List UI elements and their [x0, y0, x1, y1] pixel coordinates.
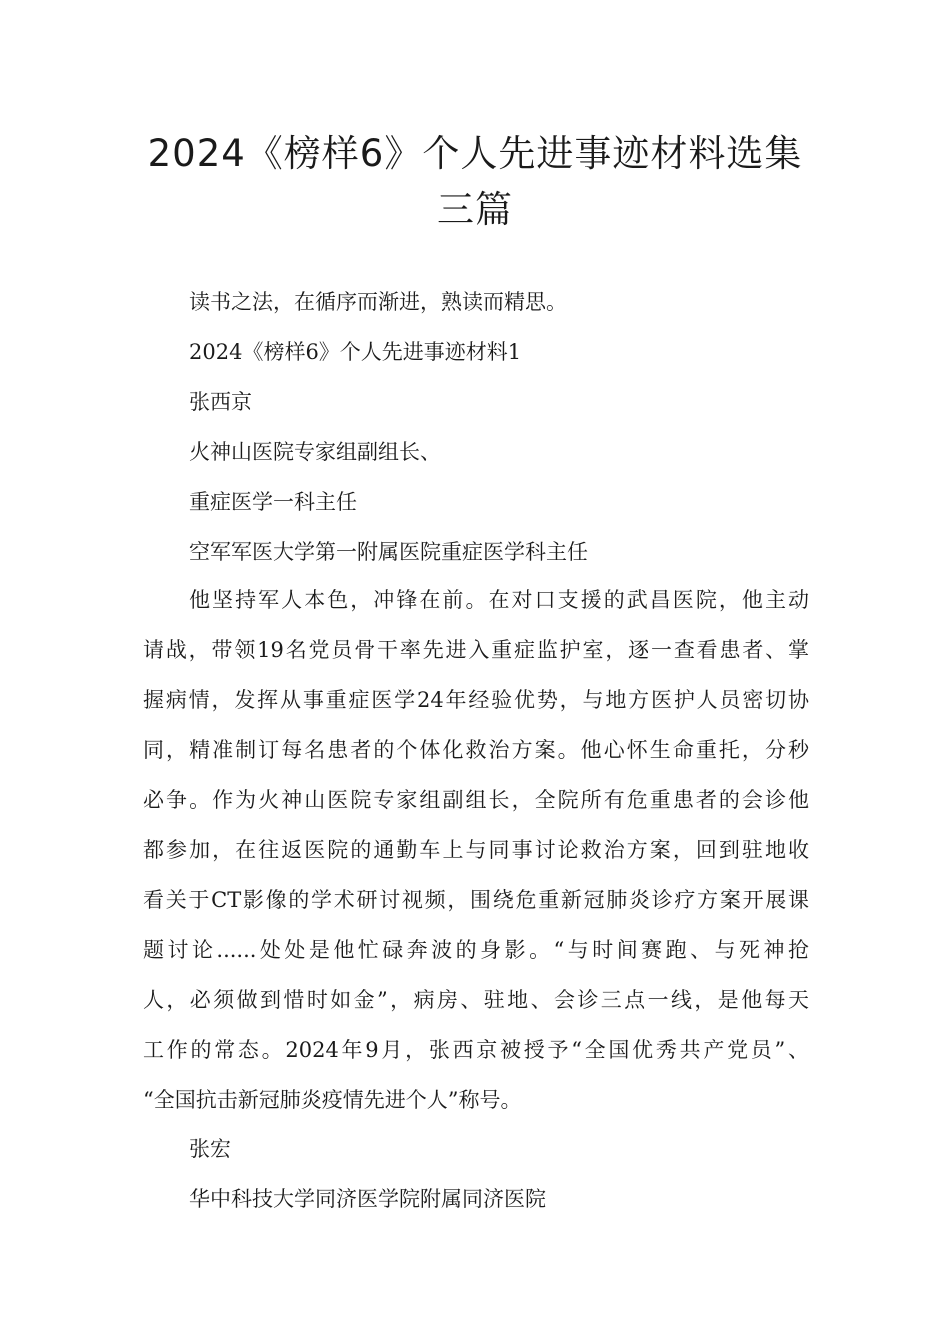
body-line: 都参加，在往返医院的通勤车上与同事讨论救治方案，回到驻地收 — [143, 838, 809, 862]
body-line: “全国抗击新冠肺炎疫情先进个人”称号。 — [143, 1088, 522, 1112]
section-heading: 2024《榜样6》个人先进事迹材料1 — [189, 340, 522, 364]
body-line: 必争。作为火神山医院专家组副组长，全院所有危重患者的会诊他 — [143, 788, 809, 812]
body-line: 他坚持军人本色，冲锋在前。在对口支援的武昌医院，他主动 — [189, 588, 809, 612]
body-line: 人，必须做到惜时如金”，病房、驻地、会诊三点一线，是他每天 — [143, 988, 809, 1012]
intro-quote: 读书之法，在循序而渐进，熟读而精思。 — [189, 290, 567, 314]
person1-role-2: 重症医学一科主任 — [189, 490, 357, 514]
body-line: 工作的常态。2024年9月，张西京被授予“全国优秀共产党员”、 — [143, 1038, 809, 1062]
document-title — [120, 126, 830, 238]
person2-name: 张宏 — [189, 1137, 231, 1161]
person1-body-paragraph — [143, 585, 809, 1135]
body-line: 握病情，发挥从事重症医学24年经验优势，与地方医护人员密切协 — [143, 688, 809, 712]
body-line: 题讨论......处处是他忙碌奔波的身影。“与时间赛跑、与死神抢 — [143, 938, 809, 962]
person1-role-3: 空军军医大学第一附属医院重症医学科主任 — [189, 540, 588, 564]
body-line: 请战，带领19名党员骨干率先进入重症监护室，逐一查看患者、掌 — [143, 638, 809, 662]
person2-role-1: 华中科技大学同济医学院附属同济医院 — [189, 1187, 546, 1211]
title-line-1: 2024《榜样6》个人先进事迹材料选集 — [147, 132, 803, 175]
person1-name: 张西京 — [189, 390, 252, 414]
body-line: 看关于CT影像的学术研讨视频，围绕危重新冠肺炎诊疗方案开展课 — [143, 888, 809, 912]
body-line: 同，精准制订每名患者的个体化救治方案。他心怀生命重托，分秒 — [143, 738, 809, 762]
person1-role-1: 火神山医院专家组副组长、 — [189, 440, 441, 464]
title-line-2: 三篇 — [437, 188, 513, 231]
